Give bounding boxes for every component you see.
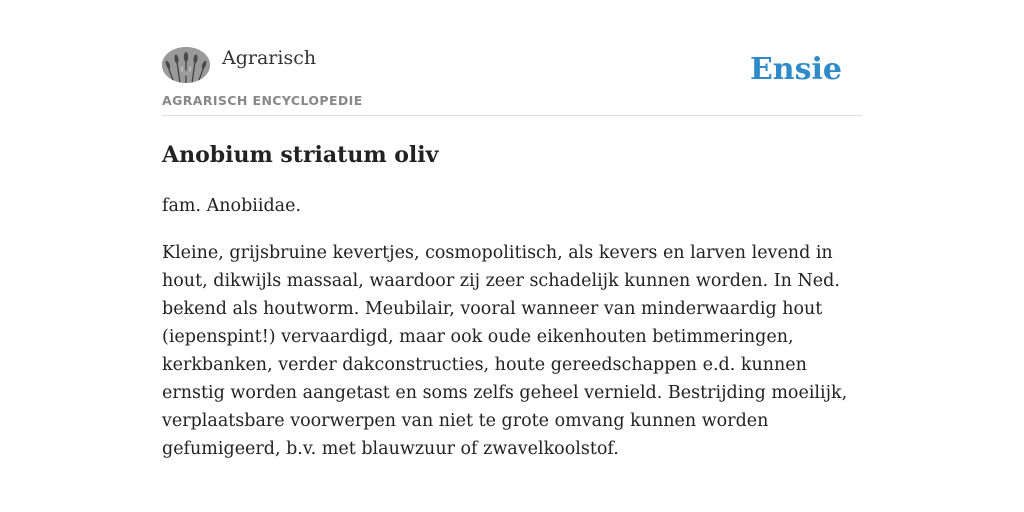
wheat-icon[interactable] [162, 47, 210, 83]
article-paragraph: Kleine, grijsbruine kevertjes, cosmopolitisch, als kevers en larven levend in hout, dikwijls massaal, waardoor zij zeer schadelijk kunnen worden. In Ned. bekend als houtworm. Meubilair, vooral wanneer van minderwaardig hout (iepenspint!) vervaardigd, maar ook oude eikenhouten betimmeringen, kerkbanken, verder dakconstructies, houte gereedschappen e.d. kunnen ernstig worden aangetast en soms zelfs geheel vernield. Bestrijding moeilijk, verplaatsbare voorwerpen van niet te grote omvang kunnen worden gefumigeerd, b.v. met blauwzuur of zwavelkoolstof. [162, 243, 848, 459]
header [162, 0, 862, 116]
article-title: Anobium striatum oliv [162, 142, 439, 168]
article-paragraph: fam. Anobiidae. [162, 196, 302, 216]
source-name[interactable]: Agrarisch [222, 47, 317, 69]
source-subtitle: AGRARISCH ENCYCLOPEDIE [162, 93, 363, 108]
brand-logo[interactable]: Ensie [749, 52, 842, 87]
article-content [162, 192, 862, 482]
page [162, 0, 862, 512]
